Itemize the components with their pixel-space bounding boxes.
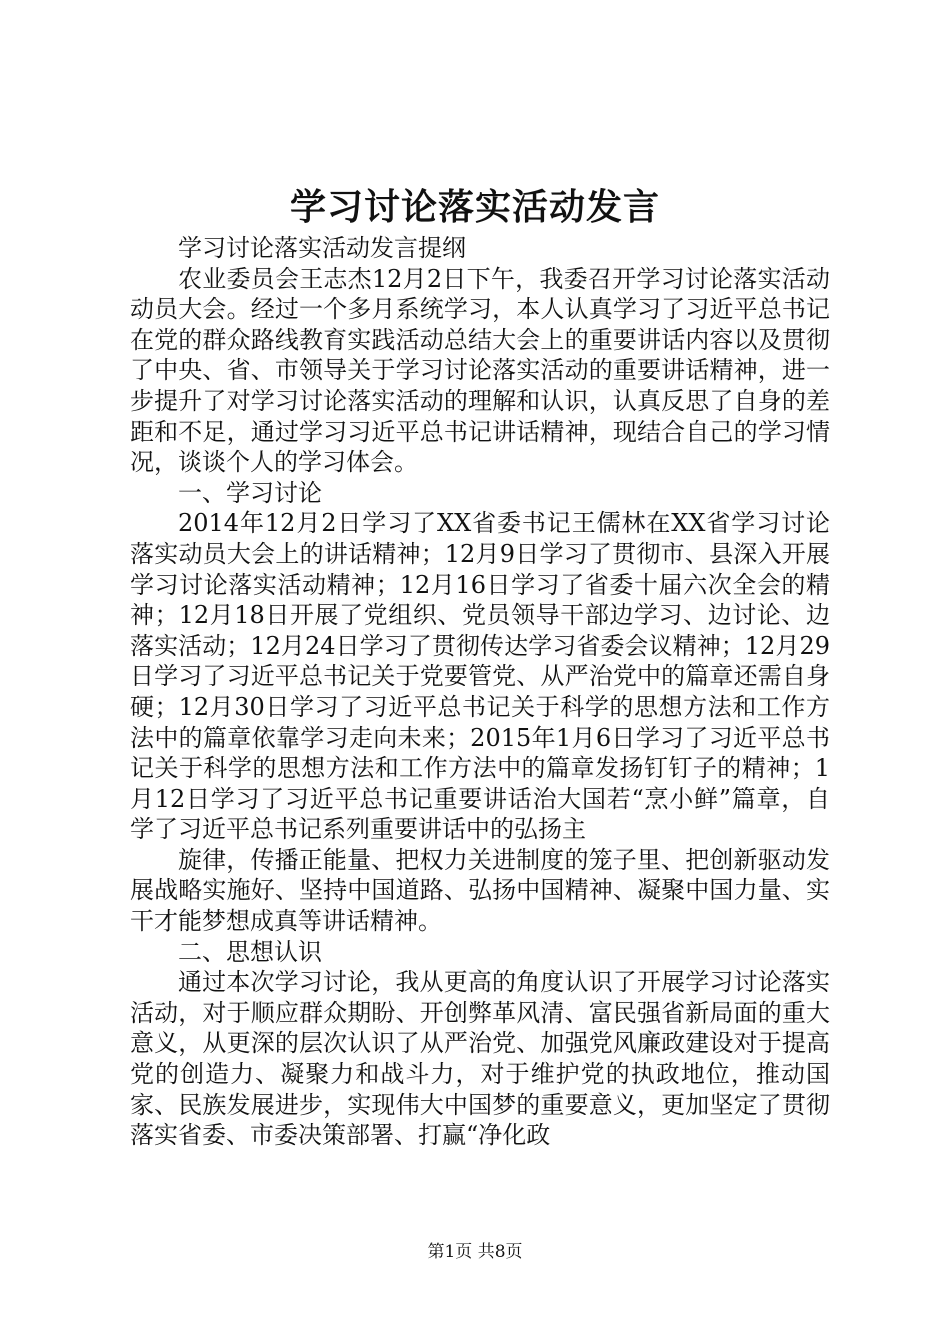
study-record-paragraph: 2014年12月2日学习了XX省委书记王儒林在XX省学习讨论落实动员大会上的讲话精神；12月9日学习了贯彻市、县深入开展学习讨论落实活动精神；12月16日学习了省委十届六次全会的精神；12月18日开展了党组织、党员领导干部边学习、边讨论、边落实活动；12月24日学习了贯彻传达学习省委会议精神；12月29日学习了习近平总书记关于党要管党、从严治党中的篇章还需自身硬；12月30日学习了习近平总书记关于科学的思想方法和工作方法中的篇章依靠学习走向未来；2015年1月6日学习了习近平总书记关于科学的思想方法和工作方法中的篇章发扬钉钉子的精神；1月12日学习了习近平总书记重要讲话治大国若“烹小鲜”篇章，自学了习近平总书记系列重要讲话中的弘扬主 [130, 509, 830, 844]
section-heading-understanding: 二、思想认识 [178, 937, 322, 966]
document-title: 学习讨论落实活动发言 [289, 186, 660, 228]
study-continued-paragraph: 旋律，传播正能量、把权力关进制度的笼子里、把创新驱动发展战略实施好、坚持中国道路、弘扬中国精神、凝聚中国力量、实干才能梦想成真等讲话精神。 [130, 845, 830, 936]
page-footer: 第1页 共8页 [427, 1242, 523, 1262]
section-heading-study: 一、学习讨论 [178, 478, 322, 507]
subtitle-paragraph: 学习讨论落实活动发言提纲 [178, 234, 466, 262]
document-body [130, 233, 830, 1151]
intro-paragraph: 农业委员会王志杰12月2日下午，我委召开学习讨论落实活动动员大会。经过一个多月系统学习，本人认真学习了习近平总书记在党的群众路线教育实践活动总结大会上的重要讲话内容以及贯彻了中央、省、市领导关于学习讨论落实活动的重要讲话精神，进一步提升了对学习讨论落实活动的理解和认识，认真反思了自身的差距和不足，通过学习习近平总书记讲话精神，现结合自己的学习情况，谈谈个人的学习体会。 [130, 264, 830, 477]
understanding-paragraph: 通过本次学习讨论，我从更高的角度认识了开展学习讨论落实活动，对于顺应群众期盼、开创弊革风清、富民强省新局面的重大意义，从更深的层次认识了从严治党、加强党风廉政建设对于提高党的创造力、凝聚力和战斗力，对于维护党的执政地位，推动国家、民族发展进步，实现伟大中国梦的重要意义，更加坚定了贯彻落实省委、市委决策部署、打赢“净化政 [130, 968, 830, 1150]
